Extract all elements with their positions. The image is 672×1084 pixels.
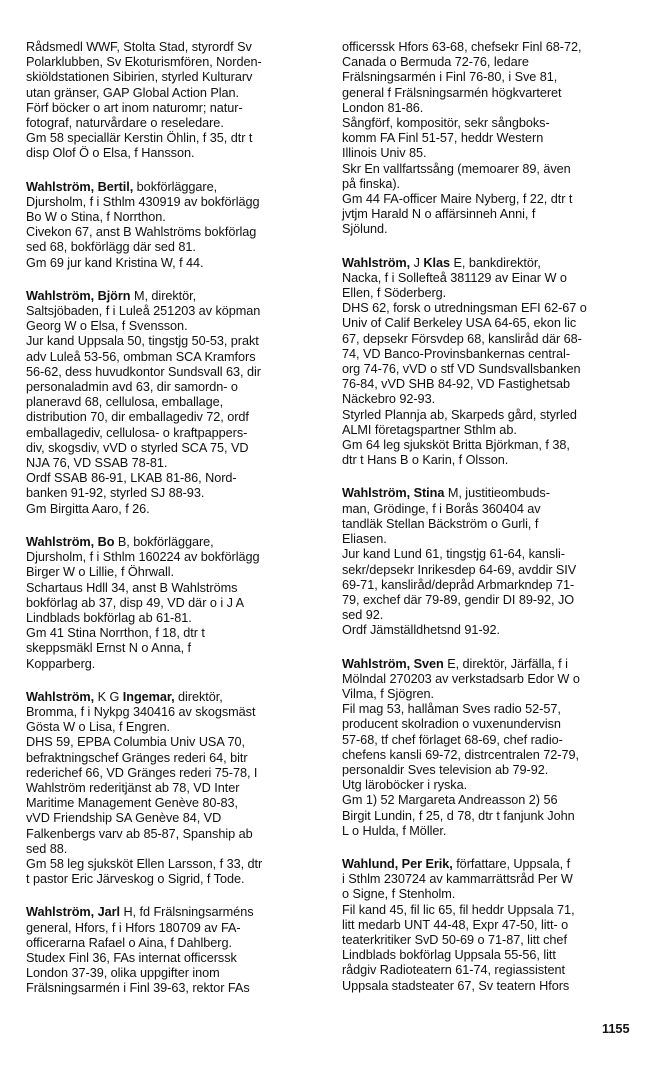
entry-line (342, 502, 640, 517)
entry-text: M, justitieombuds- (444, 486, 550, 501)
entry-line (342, 672, 640, 687)
entry-text: Civekon 67, anst B Wahlströms bokförlag (26, 225, 257, 240)
entry-text: Ellen, f Söderberg. (342, 286, 447, 301)
entry-name: Wahlström, Bo (26, 534, 115, 549)
entry-line (26, 641, 324, 656)
entry-line (26, 535, 324, 550)
entry-text: Utg läroböcker i ryska. (342, 778, 468, 793)
entry-line (342, 793, 640, 808)
entry-line (26, 857, 324, 872)
entry-line (342, 162, 640, 177)
entry-line (26, 626, 324, 641)
entry-text: Falkenbergs varv ab 85-87, Spanship ab (26, 826, 253, 841)
entry-text: Bromma, f i Nykpg 340416 av skogsmäst (26, 704, 256, 719)
entry-text: vVD Friendship SA Genève 84, VD (26, 811, 222, 826)
entry-text: sekr/depsekr Inrikesdep 64-69, avddir SIV (342, 562, 577, 577)
entry-line (342, 256, 640, 271)
entry-line (342, 517, 640, 532)
entry-text: dtr t Hans B o Karin, f Olsson. (342, 453, 509, 468)
entry-line (342, 70, 640, 85)
entry-text: befraktningschef Gränges rederi 64, bitr (26, 750, 248, 765)
entry-text: Wahlström rederitjänst ab 78, VD Inter (26, 780, 240, 795)
entry-line (26, 502, 324, 517)
entry-text: Lindblads bokförlag ab 61-81. (26, 610, 192, 625)
entry-line (26, 872, 324, 887)
entry-line (342, 40, 640, 55)
entry-text: officerarna Rafael o Aina, f Dahlberg. (26, 935, 232, 950)
entry-line (26, 195, 324, 210)
entry-line (26, 101, 324, 116)
entry-line (342, 763, 640, 778)
entry-line (342, 222, 640, 237)
entry-line (26, 441, 324, 456)
entry-text: E, bankdirektör, (449, 255, 541, 270)
biography-entry (342, 486, 640, 638)
biography-entry (26, 289, 324, 517)
entry-line (342, 423, 640, 438)
entry-line (26, 146, 324, 161)
entry-continuation (26, 40, 324, 162)
entry-line (342, 301, 640, 316)
entry-name: Wahlström, Bertil, (26, 179, 134, 194)
entry-continuation (342, 40, 640, 238)
entry-line (26, 319, 324, 334)
entry-line (26, 751, 324, 766)
entry-text: Gm 58 speciallär Kerstin Öhlin, f 35, dtr t (26, 131, 253, 146)
entry-line (342, 733, 640, 748)
entry-line (342, 778, 640, 793)
entry-line (342, 903, 640, 918)
entry-line (342, 563, 640, 578)
entry-text: rederichef 66, VD Gränges rederi 75-78, I (26, 765, 258, 780)
entry-line (342, 438, 640, 453)
biography-entry (26, 690, 324, 888)
entry-text: Eliasen. (342, 532, 387, 547)
entry-text: Uppsala stadsteater 67, Sv teatern Hfors (342, 978, 570, 993)
biography-entry (26, 905, 324, 996)
entry-text: E, direktör, Järfälla, f i (443, 656, 568, 671)
entry-line (342, 271, 640, 286)
entry-text: org 74-76, vVD o stf VD Sundsvallsbanken (342, 362, 581, 377)
entry-text: NJA 76, VD SSAB 78-81. (26, 456, 168, 471)
entry-line (26, 365, 324, 380)
entry-text: DHS 62, forsk o utredningsman EFI 62-67 o (342, 301, 587, 316)
entry-text: Saltsjöbaden, f i Luleå 251203 av köpman (26, 304, 261, 319)
entry-line (26, 550, 324, 565)
entry-line (342, 657, 640, 672)
entry-text: 69-71, kanslіråd/depråd Arbmarkndep 71- (342, 577, 575, 592)
entry-line (342, 623, 640, 638)
entry-line (342, 933, 640, 948)
entry-text: sed 92. (342, 608, 384, 623)
entry-text: Jur kand Uppsala 50, tingstjg 50-53, prakt (26, 334, 259, 349)
entry-line (342, 392, 640, 407)
entry-text: div, skogsdiv, vVD o styrled SCA 75, VD (26, 440, 249, 455)
entry-text: Birger W o Lillie, f Öhrwall. (26, 565, 175, 580)
entry-line (342, 116, 640, 131)
entry-line (26, 720, 324, 735)
entry-line (342, 55, 640, 70)
entry-text: Georg W o Elsa, f Svensson. (26, 319, 188, 334)
entry-text: Sjölund. (342, 222, 388, 237)
entry-line (26, 210, 324, 225)
entry-text: J (410, 255, 424, 270)
entry-line (26, 256, 324, 271)
entry-line (342, 177, 640, 192)
entry-line (342, 578, 640, 593)
biography-entry (342, 657, 640, 839)
entry-text: Canada o Bermuda 72-76, ledare (342, 55, 529, 70)
entry-line (342, 377, 640, 392)
entry-line (26, 289, 324, 304)
entry-line (342, 453, 640, 468)
entry-text: chefens kansli 69-72, distrcentralen 72-79, (342, 747, 579, 762)
entry-line (26, 410, 324, 425)
entry-line (342, 702, 640, 717)
entry-text: Gm 41 Stina Norrthon, f 18, dtr t (26, 626, 205, 641)
entry-line (26, 981, 324, 996)
entry-line (342, 687, 640, 702)
entry-text: Sångförf, kompositör, sekr sångboks- (342, 116, 550, 131)
entry-text: general f Frälsningsarmén högkvarteret (342, 85, 562, 100)
entry-line (26, 690, 324, 705)
entry-text: adv Luleå 53-56, ombman SCA Kramfors (26, 349, 256, 364)
entry-line (26, 936, 324, 951)
entry-text: 76-84, vVD SHB 84-92, VD Fastighetsab (342, 377, 571, 392)
entry-name: Wahlström, (26, 689, 95, 704)
entry-line (342, 887, 640, 902)
entry-text: Polarklubben, Sv Ekoturismfören, Norden- (26, 55, 262, 70)
entry-name: Wahlström, Sven (342, 656, 444, 671)
entry-text: Maritime Management Genève 80-83, (26, 796, 239, 811)
entry-line (342, 809, 640, 824)
entry-text: Vilma, f Sjögren. (342, 686, 435, 701)
entry-text: Nacka, f i Sollefteå 381129 av Einar W o (342, 270, 567, 285)
entry-text: man, Grödinge, f i Borås 360404 av (342, 501, 541, 516)
entry-text: Ordf Jämställdhetsnd 91-92. (342, 623, 501, 638)
entry-line (342, 286, 640, 301)
entry-line (342, 131, 640, 146)
entry-text: 74, VD Banco-Provinsbankernas central- (342, 346, 570, 361)
entry-text: Fil kand 45, fil lic 65, fil heddr Uppsala 71, (342, 902, 575, 917)
entry-text: emballagediv, cellulosa- o kraftpappers- (26, 425, 248, 440)
entry-line (342, 332, 640, 347)
entry-line (342, 748, 640, 763)
entry-text: på finska). (342, 176, 400, 191)
entry-text: jvtjm Harald N o affärsinneh Anni, f (342, 207, 536, 222)
entry-line (342, 872, 640, 887)
entry-text: t pastor Eric Järveskog o Sigrid, f Tode. (26, 872, 245, 887)
biography-entry (26, 180, 324, 271)
entry-line (342, 316, 640, 331)
entry-line (26, 116, 324, 131)
entry-text: officerssk Hfors 63-68, chefsekr Finl 68-72, (342, 40, 582, 54)
entry-text: Gm 58 leg sjuksköt Ellen Larsson, f 33, dtr (26, 856, 263, 871)
entry-text: sed 88. (26, 841, 68, 856)
entry-text: bokförläggare, (133, 179, 218, 194)
entry-line (26, 905, 324, 920)
entry-text: Jur kand Lund 61, tingstjg 61-64, kansli- (342, 547, 565, 562)
entry-name: Ingemar, (122, 689, 175, 704)
entry-text: general, Hfors, f i Hfors 180709 av FA- (26, 920, 241, 935)
entry-line (342, 192, 640, 207)
entry-line (26, 486, 324, 501)
entry-text: Skr En vallfartssång (memoarer 89, även (342, 161, 571, 176)
entry-line (26, 796, 324, 811)
entry-text: Styrled Plannja ab, Skarpeds gård, styrled (342, 407, 577, 422)
entry-line (26, 304, 324, 319)
entry-text: bokförlag ab 37, disp 49, VD där o i J A (26, 595, 245, 610)
entry-text: skiöldstationen Sibirien, styrled Kulturarv (26, 70, 253, 85)
entry-text: Bo W o Stina, f Norrthon. (26, 210, 166, 225)
entry-line (26, 180, 324, 195)
biography-entry (342, 256, 640, 469)
entry-line (26, 380, 324, 395)
entry-line (26, 766, 324, 781)
entry-line (26, 40, 324, 55)
entry-line (26, 456, 324, 471)
entry-line (26, 596, 324, 611)
entry-text: Gösta W o Lisa, f Engren. (26, 720, 171, 735)
entry-text: 79, exchef där 79-89, gendir DI 89-92, JO (342, 592, 575, 607)
entry-line (26, 426, 324, 441)
entry-line (26, 842, 324, 857)
entry-text: K G (94, 689, 123, 704)
right-column (342, 40, 640, 1012)
entry-line (26, 811, 324, 826)
entry-line (342, 86, 640, 101)
entry-text: Ordf SSAB 86-91, LKAB 81-86, Nord- (26, 471, 237, 486)
entry-name: Wahlström, Jarl (26, 905, 120, 920)
page-number: 1155 (602, 1022, 630, 1036)
entry-text: B, bokförläggare, (114, 534, 214, 549)
entry-text: London 37-39, olika uppgifter inom (26, 966, 220, 981)
entry-text: Schartaus Hdll 34, anst B Wahlströms (26, 580, 238, 595)
entry-text: Förf böcker o art inom naturomr; natur- (26, 100, 243, 115)
entry-line (26, 735, 324, 750)
entry-text: Djursholm, f i Sthlm 430919 av bokförlägg (26, 194, 260, 209)
entry-text: sed 68, bokförlägg där sed 81. (26, 240, 196, 255)
entry-text: skeppsmäkl Ernst N o Anna, f (26, 641, 192, 656)
entry-text: M, direktör, (130, 288, 197, 303)
entry-text: Univ of Calif Berkeley USA 64-65, ekon lic (342, 316, 577, 331)
entry-line (26, 86, 324, 101)
entry-line (342, 362, 640, 377)
entry-line (342, 608, 640, 623)
entry-line (342, 101, 640, 116)
entry-line (26, 350, 324, 365)
entry-text: tandläk Stellan Bäckström o Gurli, f (342, 516, 539, 531)
entry-line (26, 225, 324, 240)
entry-text: teaterkritiker SvD 50-69 o 71-87, litt chef (342, 932, 567, 947)
entry-line (26, 581, 324, 596)
entry-text: London 81-86. (342, 100, 424, 115)
entry-text: utan gränser, GAP Global Action Plan. (26, 85, 240, 100)
entry-line (26, 131, 324, 146)
entry-line (342, 547, 640, 562)
entry-line (26, 966, 324, 981)
entry-line (342, 824, 640, 839)
entry-text: direktör, (174, 689, 223, 704)
entry-name: Wahlström, Björn (26, 288, 131, 303)
entry-text: Frälsningsarmén i Finl 76-80, i Sve 81, (342, 70, 558, 85)
entry-text: DHS 59, EPBA Columbia Univ USA 70, (26, 735, 246, 750)
entry-line (26, 55, 324, 70)
entry-line (342, 347, 640, 362)
entry-text: distribution 70, dir emballagediv 72, ordf (26, 410, 249, 425)
entry-line (342, 207, 640, 222)
entry-line (342, 717, 640, 732)
entry-name: Klas (423, 255, 450, 270)
entry-line (26, 705, 324, 720)
entry-text: planeravd 68, cellulosa, emballage, (26, 395, 224, 410)
entry-line (342, 486, 640, 501)
entry-line (26, 827, 324, 842)
entry-text: disp Olof Ö o Elsa, f Hansson. (26, 146, 195, 161)
entry-text: Mölndal 270203 av verkstadsarb Edor W o (342, 671, 580, 686)
entry-text: Rådsmedl WWF, Stolta Stad, styrordf Sv (26, 40, 252, 54)
left-column (26, 40, 324, 1015)
entry-line (342, 918, 640, 933)
entry-name: Wahlström, Stina (342, 486, 445, 501)
entry-line (342, 408, 640, 423)
entry-text: litt medarb UNT 44-48, Expr 47-50, litt- o (342, 917, 569, 932)
entry-line (26, 471, 324, 486)
entry-text: fotograf, naturvårdare o reseledare. (26, 116, 224, 131)
entry-line (342, 948, 640, 963)
entry-text: ALMI företagspartner Sthlm ab. (342, 422, 517, 437)
entry-line (26, 611, 324, 626)
entry-name: Wahlström, (342, 255, 411, 270)
entry-line (26, 921, 324, 936)
entry-text: rådgiv Radioteatern 61-74, regiassistent (342, 963, 565, 978)
entry-line (342, 857, 640, 872)
entry-text: Illinois Univ 85. (342, 146, 427, 161)
entry-text: banken 91-92, styrled SJ 88-93. (26, 486, 205, 501)
entry-text: 56-62, dess huvudkontor Sundsvall 63, dir (26, 364, 261, 379)
biography-entry (26, 535, 324, 672)
entry-text: Kopparberg. (26, 656, 96, 671)
entry-text: Fil mag 53, hallåman Sves radio 52-57, (342, 702, 561, 717)
entry-line (26, 240, 324, 255)
entry-line (26, 70, 324, 85)
entry-text: 57-68, tf chef förlaget 68-69, chef radio- (342, 732, 563, 747)
entry-text: Gm 69 jur kand Kristina W, f 44. (26, 255, 204, 270)
entry-text: Lindblads bokförlag Uppsala 55-56, litt (342, 948, 556, 963)
entry-name: Wahlund, Per Erik, (342, 856, 453, 871)
entry-text: L o Hulda, f Möller. (342, 823, 447, 838)
entry-text: Näckebro 92-93. (342, 392, 436, 407)
entry-text: producent skolradion o vuxenundervisn (342, 717, 561, 732)
biography-entry (342, 857, 640, 994)
entry-line (26, 565, 324, 580)
entry-line (342, 593, 640, 608)
entry-text: Gm Birgitta Aaro, f 26. (26, 501, 150, 516)
entry-line (342, 532, 640, 547)
entry-text: Gm 64 leg sjuksköt Britta Björkman, f 38, (342, 438, 570, 453)
entry-text: komm FA Finl 51-57, heddr Western (342, 131, 544, 146)
entry-line (26, 657, 324, 672)
entry-line (26, 781, 324, 796)
entry-text: personaldir Sves television ab 79-92. (342, 762, 549, 777)
entry-line (342, 963, 640, 978)
entry-line (26, 334, 324, 349)
entry-text: personaladmin avd 63, dir samordn- o (26, 380, 238, 395)
entry-line (342, 979, 640, 994)
entry-line (26, 951, 324, 966)
entry-line (342, 146, 640, 161)
entry-text: 67, depsekr Försvdep 68, kanslіråd där 68- (342, 331, 582, 346)
entry-text: Frälsningsarmén i Finl 39-63, rektor FAs (26, 981, 250, 996)
entry-text: o Signe, f Stenholm. (342, 887, 456, 902)
entry-text: Birgit Lundin, f 25, d 78, dtr t fanjunk John (342, 808, 575, 823)
entry-text: i Sthlm 230724 av kammarrättsråd Per W (342, 872, 573, 887)
entry-line (26, 395, 324, 410)
entry-text: Gm 1) 52 Margareta Andreasson 2) 56 (342, 793, 558, 808)
entry-text: Djursholm, f i Sthlm 160224 av bokförlägg (26, 550, 260, 565)
entry-text: författare, Uppsala, f (452, 856, 571, 871)
entry-text: H, fd Frälsningsarméns (119, 905, 254, 920)
entry-text: Studex Finl 36, FAs internat officerssk (26, 950, 237, 965)
entry-text: Gm 44 FA-officer Maire Nyberg, f 22, dtr t (342, 192, 573, 207)
